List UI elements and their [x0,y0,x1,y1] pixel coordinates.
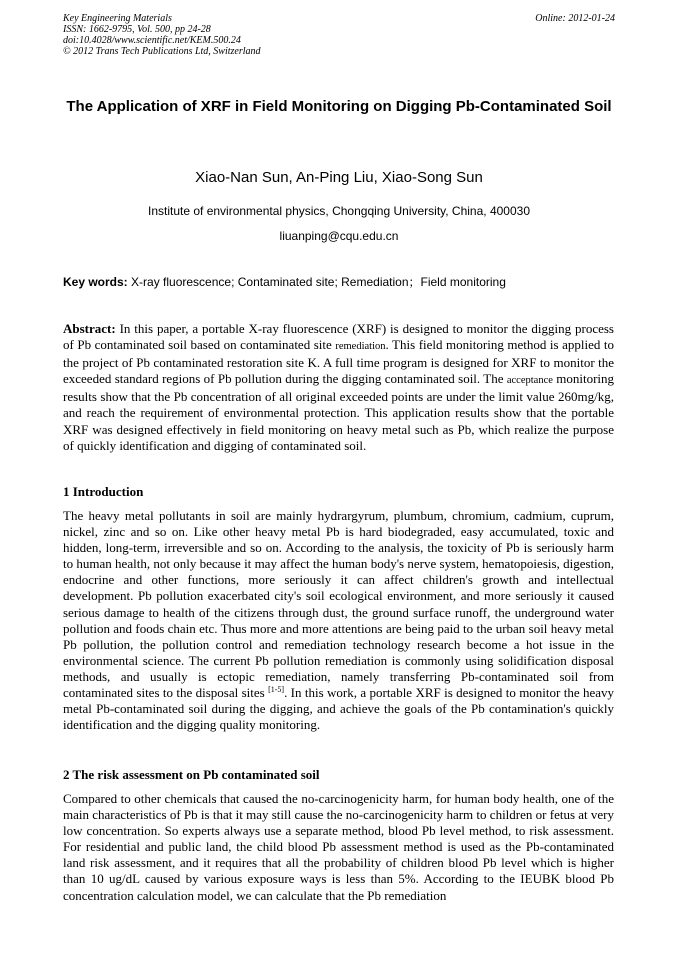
abstract-label: Abstract: [63,321,116,336]
online-date: Online: 2012-01-24 [535,13,615,24]
journal-header [63,13,615,57]
section-2-text: Compared to other chemicals that caused the no-carcinogenicity harm, for human body health, one of the main characteristics of Pb is that it may still cause the no-carcinogenicity harm to children or fetus at very low concentration. So experts always use a separate method, blood Pb level method, to risk assessment. For residential and public land, the child blood Pb assessment method is used as the Pb-contaminated land risk assessment, and it requires that all the probability of children blood Pb level which is higher than 10 ug/dL caused by various exposure ways is less than 5%. According to the IEUBK blood Pb concentration calculation model, we can calculate that the Pb remediation [63,791,614,903]
author-affiliation: Institute of environmental physics, Chongqing University, China, 400030 [148,204,530,218]
abstract-word-acceptance: acceptance [506,375,553,387]
journal-issn: ISSN: 1662-9795, Vol. 500, pp 24-28 [63,24,211,35]
journal-copyright: © 2012 Trans Tech Publications Ltd, Switzerland [63,46,261,57]
keywords-label: Key words: [63,275,128,289]
section-1-body [63,508,614,733]
abstract-text-1: In this paper, a portable X-ray fluorescence (XRF) is designed to monitor the digging process of Pb contaminated soil based on contaminated site [63,321,614,353]
keywords [63,274,615,290]
section-2-body [63,791,614,904]
paper-title: The Application of XRF in Field Monitoring on Digging Pb-Contaminated Soil [66,98,612,115]
author-email[interactable]: liuanping@cqu.edu.cn [279,229,399,243]
abstract-word-remediation: remediation [335,341,386,353]
citation-1-5[interactable]: [1-5] [268,685,285,695]
paper-authors: Xiao-Nan Sun, An-Ping Liu, Xiao-Song Sun [195,169,483,186]
section-1-heading: 1 Introduction [63,484,144,499]
abstract-text-3: monitoring results show that the Pb concentration of all original exceeded points are under the limit value 260mg/kg, and reach the requirement of environmental protection. This application results show that the portable XRF was designed effectively in field monitoring on heavy metal such as Pb, which realize the purpose of quickly identification and digging of contaminated soil. [63,371,615,453]
keywords-text: X-ray fluorescence; Contaminated site; Remediation；Field monitoring [131,275,506,289]
section-1-text-1: The heavy metal pollutants in soil are mainly hydrargyrum, plumbum, chromium, cadmium, cuprum, nickel, zinc and so on. Like other heavy metal Pb is hard biodegraded, easy accumulated, toxic and hidden, long-term, irreversible and so on. According to the analysis, the toxicity of Pb is seriously harm to human health, not only because it may affect the human body's nerve system, hematopoiesis, digestion, endocrine and other functions, more seriously it can affect children's growth and intellectual development. Pb pollution exacerbated city's soil ecological environment, and more seriously it caused serious damage to health of the citizens through dust, the ground surface runoff, the underground water pollution and foods chain etc. Thus more and more attentions are being paid to the urban soil heavy metal Pb pollution, the pollution control and remediation technology research become a hot issue in the environmental science. The current Pb pollution remediation is commonly using solidification disposal methods, and usually is ectopic remediation, namely transferring Pb-contaminated soil from contaminated sites to the disposal sites [63,508,614,701]
section-1-text-2: . In this work, a portable XRF is designed to monitor the heavy metal Pb-contaminated soil during the digging, and achieve the goals of the Pb contamination's quickly identification and the digging quality monitoring. [63,685,615,733]
abstract [63,321,614,454]
section-2-heading: 2 The risk assessment on Pb contaminated soil [63,767,320,782]
journal-doi: doi:10.4028/www.scientific.net/KEM.500.24 [63,35,241,46]
abstract-text-2: . This field monitoring method is applied to the project of Pb contaminated restoration site K. A full time program is designed for XRF to monitor the exceeded standard regions of Pb pollution during the digging contaminated soil. The [63,337,614,387]
journal-name: Key Engineering Materials [63,13,172,24]
